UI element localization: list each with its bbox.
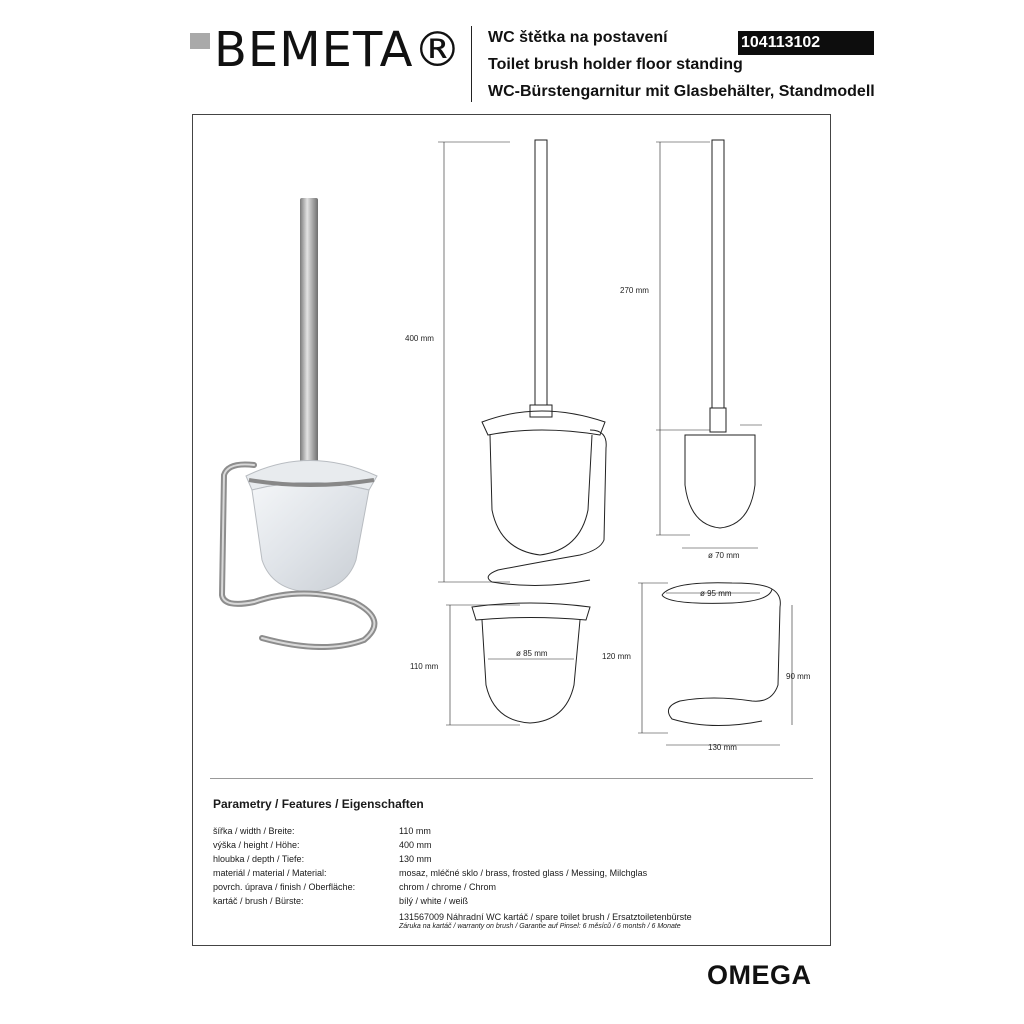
feature-label: materiál / material / Material: (213, 868, 327, 878)
dim-total-height: 400 mm (405, 334, 434, 343)
feature-value: mosaz, mléčné sklo / brass, frosted glass / Messing, Milchglas (399, 868, 648, 878)
feature-row (213, 852, 813, 866)
feature-value: 400 mm (399, 840, 432, 850)
feature-value: 110 mm (399, 826, 431, 836)
features-divider (210, 778, 813, 779)
dim-wire-height: 90 mm (786, 672, 811, 681)
product-code: 104113102 (738, 31, 874, 55)
feature-value: 130 mm (399, 854, 432, 864)
glass-drawing (440, 595, 610, 735)
features-heading: Parametry / Features / Eigenschaften (213, 797, 424, 811)
feature-label: hloubka / depth / Tiefe: (213, 854, 305, 864)
dim-holder-width: 130 mm (708, 743, 737, 752)
feature-label: kartáč / brush / Bürste: (213, 896, 304, 906)
feature-row (213, 894, 813, 908)
feature-row (213, 824, 813, 838)
brand-logo: BEMETA® (214, 22, 463, 78)
feature-row (213, 880, 813, 894)
dim-handle-height: 270 mm (620, 286, 649, 295)
feature-label: šířka / width / Breite: (213, 826, 295, 836)
product-photo (214, 190, 394, 650)
feature-row (213, 866, 813, 880)
title-czech: WC štětka na postavení (488, 29, 668, 46)
title-english: Toilet brush holder floor standing (488, 56, 743, 73)
dim-glass-diameter: ø 85 mm (516, 649, 548, 658)
dim-brush-diameter: ø 70 mm (708, 551, 740, 560)
title-german: WC-Bürstengarnitur mit Glasbehälter, Standmodell (488, 83, 875, 100)
logo-square-icon (190, 33, 210, 49)
feature-value: chrom / chrome / Chrom (399, 882, 497, 892)
feature-label: výška / height / Höhe: (213, 840, 300, 850)
feature-value: bílý / white / weiß (399, 896, 469, 906)
product-series-name: OMEGA (707, 960, 812, 990)
feature-row (213, 838, 813, 852)
side-view-drawing (650, 130, 770, 580)
dim-ring-diameter: ø 95 mm (700, 589, 732, 598)
feature-label: povrch. úprava / finish / Oberfläche: (213, 882, 356, 892)
dim-glass-height: 110 mm (410, 662, 439, 671)
warranty-note: Záruka na kartáč / warranty on brush / Garantie auf Pinsel: 6 měsíců / 6 montsh / 6 Monate (399, 923, 681, 930)
header-divider (471, 26, 472, 102)
dim-holder-height: 120 mm (602, 652, 631, 661)
spare-part-note: 131567009 Náhradní WC kartáč / spare toilet brush / Ersatztoiletenbürste (399, 912, 692, 922)
front-view-drawing (420, 130, 620, 600)
wire-holder-drawing (632, 575, 812, 755)
